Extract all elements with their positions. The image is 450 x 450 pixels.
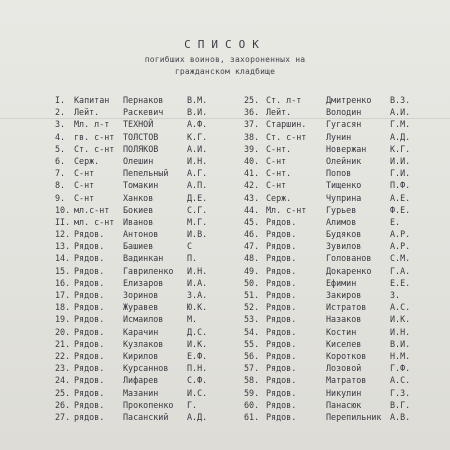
entry-surname: Попов bbox=[326, 168, 352, 179]
entry-rank: Ст. с-нт bbox=[266, 131, 307, 142]
entry-number: 19. bbox=[55, 314, 71, 325]
entry-surname: Антонов bbox=[123, 229, 159, 240]
entry-number: 13. bbox=[55, 241, 71, 252]
entry-surname: Матратов bbox=[326, 375, 367, 386]
entry-number: 25. bbox=[244, 95, 260, 105]
entry-rank: Рядов. bbox=[266, 229, 297, 240]
entry-initials: Н.М. bbox=[390, 350, 411, 361]
entry-surname: Иванов bbox=[123, 216, 154, 227]
entry-initials: С.Ф. bbox=[187, 375, 208, 386]
entry-rank: Мл. с-нт bbox=[266, 204, 307, 215]
entry-rank: Рядов. bbox=[266, 314, 297, 325]
entry-rank: Рядов. bbox=[266, 253, 297, 264]
document-subtitle-line-2: гражданском кладбище bbox=[174, 67, 276, 76]
list-item bbox=[47, 192, 247, 204]
list-item bbox=[244, 192, 450, 204]
entry-initials: И.С. bbox=[187, 387, 208, 398]
entry-initials: И.Н. bbox=[187, 265, 208, 276]
entry-surname: Бокиев bbox=[123, 204, 154, 215]
list-item bbox=[47, 94, 247, 106]
list-item bbox=[244, 277, 450, 289]
entry-number: 54. bbox=[244, 326, 260, 337]
entry-initials: А.Д. bbox=[187, 411, 208, 422]
entry-surname: Ханков bbox=[123, 192, 154, 203]
entry-number: 60. bbox=[244, 399, 260, 410]
entry-rank: Ст. с-нт bbox=[74, 143, 115, 154]
entry-rank: Рядов. bbox=[266, 241, 297, 252]
entry-rank: Рядов. bbox=[74, 375, 105, 386]
entry-initials: И.Н. bbox=[187, 155, 208, 166]
entry-number: 18. bbox=[55, 302, 71, 313]
entry-number: 52. bbox=[244, 302, 260, 313]
list-item bbox=[244, 155, 450, 167]
entry-rank: Рядов. bbox=[74, 338, 105, 349]
entry-surname: Олешин bbox=[123, 155, 154, 166]
entry-surname: Журавев bbox=[123, 302, 159, 313]
entry-number: 23. bbox=[55, 363, 71, 374]
entry-number: 2. bbox=[55, 107, 66, 118]
entry-rank: гв. с-нт bbox=[74, 131, 115, 142]
entry-surname: Гурьев bbox=[326, 204, 357, 215]
entry-rank: Рядов. bbox=[74, 363, 105, 374]
list-item bbox=[244, 399, 450, 411]
entry-rank: Рядов. bbox=[266, 216, 297, 227]
list-item bbox=[244, 362, 450, 374]
entry-number: 37. bbox=[244, 119, 260, 130]
entry-initials: В.И. bbox=[390, 338, 411, 349]
entry-number: 45. bbox=[244, 216, 260, 227]
list-item bbox=[244, 350, 450, 362]
entry-number: 27. bbox=[55, 411, 71, 422]
list-item bbox=[47, 167, 247, 179]
entry-initials: И.В. bbox=[187, 229, 208, 240]
list-item bbox=[244, 240, 450, 252]
entry-surname: Томакин bbox=[123, 180, 159, 191]
entry-rank: С-нт bbox=[266, 180, 287, 191]
entry-initials: А.С. bbox=[390, 375, 411, 386]
entry-rank: С-нт bbox=[74, 192, 95, 203]
list-item bbox=[47, 338, 247, 350]
entry-rank: Рядов. bbox=[266, 375, 297, 386]
list-item bbox=[47, 143, 247, 155]
entry-surname: Ефимин bbox=[326, 277, 357, 288]
entry-rank: Рядов. bbox=[74, 229, 105, 240]
list-item bbox=[47, 399, 247, 411]
list-item bbox=[244, 143, 450, 155]
entry-rank: С-нт bbox=[74, 168, 95, 179]
entry-number: 10. bbox=[55, 204, 71, 215]
entry-surname: Перепильник bbox=[326, 411, 382, 422]
entry-surname: Киселев bbox=[326, 338, 362, 349]
list-item bbox=[47, 240, 247, 252]
entry-initials: А.Ф. bbox=[187, 119, 208, 130]
entry-surname: Чуприна bbox=[326, 192, 362, 203]
entry-surname: Истратов bbox=[326, 302, 367, 313]
entry-number: 42. bbox=[244, 180, 260, 191]
entry-initials: Е. bbox=[390, 216, 401, 227]
entry-rank: Рядов. bbox=[74, 253, 105, 264]
entry-rank: Рядов. bbox=[266, 265, 297, 276]
entry-rank: Рядов. bbox=[74, 326, 105, 337]
entry-initials: З.А. bbox=[187, 290, 208, 300]
entry-number: 8. bbox=[55, 180, 66, 191]
entry-rank: Лейт. bbox=[266, 107, 292, 118]
entry-initials: Ф.Е. bbox=[390, 204, 411, 215]
entry-rank: Рядов. bbox=[266, 326, 297, 337]
list-item bbox=[244, 216, 450, 228]
entry-rank: Капитан bbox=[74, 95, 110, 105]
entry-rank: С-нт. bbox=[266, 143, 292, 154]
entry-initials: В.И. bbox=[187, 107, 208, 118]
entry-initials: Г.Ф. bbox=[390, 363, 411, 374]
entry-surname: ПОЛЯКОВ bbox=[123, 143, 159, 154]
entry-initials: Г.А. bbox=[390, 265, 411, 276]
entry-number: 5. bbox=[55, 143, 66, 154]
entry-surname: Тищенко bbox=[326, 180, 362, 191]
entry-number: 40. bbox=[244, 155, 260, 166]
entry-rank: Рядов. bbox=[74, 290, 105, 300]
list-item bbox=[244, 252, 450, 264]
entry-number: 48. bbox=[244, 253, 260, 264]
entry-initials: С bbox=[187, 241, 193, 252]
entry-rank: С-нт bbox=[74, 180, 95, 191]
entry-number: 44. bbox=[244, 204, 260, 215]
list-item bbox=[47, 228, 247, 240]
entry-number: 20. bbox=[55, 326, 71, 337]
entry-rank: Рядов. bbox=[74, 350, 105, 361]
entry-rank: Рядов. bbox=[74, 302, 105, 313]
entry-surname: Панасюк bbox=[326, 399, 362, 410]
list-item bbox=[47, 131, 247, 143]
entry-surname: Исмаилов bbox=[123, 314, 164, 325]
entry-number: 12. bbox=[55, 229, 71, 240]
entry-rank: Мл. л-т bbox=[74, 119, 110, 130]
entry-rank: мл. с-нт bbox=[74, 216, 115, 227]
list-item bbox=[47, 118, 247, 130]
entry-surname: Лунин bbox=[326, 131, 352, 142]
entry-rank: Рядов. bbox=[266, 338, 297, 349]
list-item bbox=[47, 106, 247, 118]
list-item bbox=[47, 350, 247, 362]
list-item bbox=[244, 228, 450, 240]
entry-initials: А.Г. bbox=[187, 168, 208, 179]
entry-initials: А.Е. bbox=[390, 192, 411, 203]
entry-initials: Д.С. bbox=[187, 326, 208, 337]
list-item bbox=[47, 289, 247, 301]
entry-surname: Пернаков bbox=[123, 95, 164, 105]
entry-surname: Кузлаков bbox=[123, 338, 164, 349]
entry-surname: Коротков bbox=[326, 350, 367, 361]
entry-initials: Е.Е. bbox=[390, 277, 411, 288]
entry-number: 36. bbox=[244, 107, 260, 118]
list-item bbox=[47, 313, 247, 325]
entry-surname: Пасанский bbox=[123, 411, 169, 422]
entry-initials: А.И. bbox=[390, 107, 411, 118]
entry-initials: А.Р. bbox=[390, 229, 411, 240]
list-item bbox=[244, 411, 450, 423]
entry-number: 51. bbox=[244, 290, 260, 300]
entry-number: 7. bbox=[55, 168, 66, 179]
list-item bbox=[47, 216, 247, 228]
list-item bbox=[244, 94, 450, 106]
entry-rank: Лейт. bbox=[74, 107, 100, 118]
entry-number: 57. bbox=[244, 363, 260, 374]
entry-surname: Елизаров bbox=[123, 277, 164, 288]
entry-surname: Прокопенко bbox=[123, 399, 174, 410]
entry-number: 61. bbox=[244, 411, 260, 422]
entry-initials: А.Д. bbox=[390, 131, 411, 142]
entry-number: 3. bbox=[55, 119, 66, 130]
list-item bbox=[244, 387, 450, 399]
list-item bbox=[244, 118, 450, 130]
entry-number: 24. bbox=[55, 375, 71, 386]
entry-rank: Рядов. bbox=[266, 350, 297, 361]
entry-number: 53. bbox=[244, 314, 260, 325]
entry-rank: Рядов. bbox=[266, 290, 297, 300]
entry-surname: Карачин bbox=[123, 326, 159, 337]
entry-initials: К.Г. bbox=[187, 131, 208, 142]
entry-number: 25. bbox=[55, 387, 71, 398]
list-item bbox=[244, 131, 450, 143]
entry-rank: Старшин. bbox=[266, 119, 307, 130]
entry-initials: Г.М. bbox=[390, 119, 411, 130]
list-item bbox=[47, 265, 247, 277]
entry-initials: А.П. bbox=[187, 180, 208, 191]
entry-surname: Вадинкан bbox=[123, 253, 164, 264]
list-item bbox=[47, 179, 247, 191]
entry-surname: Лифарев bbox=[123, 375, 159, 386]
entry-initials: К.Г. bbox=[390, 143, 411, 154]
entry-initials: А.Р. bbox=[390, 241, 411, 252]
entry-rank: Рядов. bbox=[74, 399, 105, 410]
entry-number: 47. bbox=[244, 241, 260, 252]
entry-surname: Голованов bbox=[326, 253, 372, 264]
entry-initials: В.Г. bbox=[390, 399, 411, 410]
entry-surname: Докаренко bbox=[326, 265, 372, 276]
document-subtitle-line-1: погибших воинов, захороненных на bbox=[144, 55, 306, 64]
entry-initials: И.А. bbox=[187, 277, 208, 288]
entry-surname: ТОЛСТОВ bbox=[123, 131, 159, 142]
entry-surname: Закиров bbox=[326, 290, 362, 300]
list-item bbox=[47, 362, 247, 374]
entry-number: 55. bbox=[244, 338, 260, 349]
entry-initials: И.К. bbox=[187, 338, 208, 349]
list-item bbox=[47, 411, 247, 423]
entry-rank: Рядов. bbox=[266, 363, 297, 374]
list-item bbox=[244, 179, 450, 191]
entry-initials: А.С. bbox=[390, 302, 411, 313]
entry-rank: Рядов. bbox=[266, 399, 297, 410]
entry-number: 4. bbox=[55, 131, 66, 142]
list-item bbox=[244, 326, 450, 338]
entry-surname: Пепельный bbox=[123, 168, 169, 179]
entry-initials: З. bbox=[390, 290, 401, 300]
entry-initials: М. bbox=[187, 314, 198, 325]
entry-initials: Е.Ф. bbox=[187, 350, 208, 361]
entry-surname: Новержан bbox=[326, 143, 367, 154]
entry-surname: Будяков bbox=[326, 229, 362, 240]
entry-surname: Володин bbox=[326, 107, 362, 118]
list-item bbox=[47, 387, 247, 399]
entry-surname: Олейник bbox=[326, 155, 362, 166]
entry-initials: И.Н. bbox=[390, 326, 411, 337]
entry-rank: Рядов. bbox=[74, 241, 105, 252]
entry-rank: Серж. bbox=[74, 155, 100, 166]
entry-number: 59. bbox=[244, 387, 260, 398]
entry-initials: А.И. bbox=[187, 143, 208, 154]
entry-rank: Рядов. bbox=[266, 302, 297, 313]
list-item bbox=[47, 155, 247, 167]
left-name-column bbox=[47, 94, 247, 423]
entry-surname: ТЕХНОЙ bbox=[123, 119, 154, 130]
entry-number: 56. bbox=[244, 350, 260, 361]
entry-surname: Алимов bbox=[326, 216, 357, 227]
entry-surname: Кирилов bbox=[123, 350, 159, 361]
entry-initials: Г.З. bbox=[390, 387, 411, 398]
entry-number: 26. bbox=[55, 399, 71, 410]
entry-surname: Никулин bbox=[326, 387, 362, 398]
entry-surname: Раскевич bbox=[123, 107, 164, 118]
entry-rank: Серж. bbox=[266, 192, 292, 203]
entry-number: 49. bbox=[244, 265, 260, 276]
entry-initials: П.Н. bbox=[187, 363, 208, 374]
entry-initials: С.М. bbox=[390, 253, 411, 264]
list-item bbox=[47, 204, 247, 216]
list-item bbox=[244, 265, 450, 277]
entry-rank: Рядов. bbox=[74, 277, 105, 288]
entry-initials: И.И. bbox=[390, 155, 411, 166]
entry-surname: Мазанин bbox=[123, 387, 159, 398]
entry-initials: Ю.К. bbox=[187, 302, 208, 313]
entry-initials: С.Г. bbox=[187, 204, 208, 215]
entry-rank: Рядов. bbox=[74, 387, 105, 398]
entry-number: II. bbox=[55, 216, 71, 227]
list-item bbox=[47, 326, 247, 338]
list-item bbox=[244, 204, 450, 216]
entry-number: 39. bbox=[244, 143, 260, 154]
document-title: СПИСОК bbox=[184, 38, 266, 51]
entry-rank: Рядов. bbox=[266, 411, 297, 422]
list-item bbox=[244, 374, 450, 386]
entry-number: 6. bbox=[55, 155, 66, 166]
entry-number: 15. bbox=[55, 265, 71, 276]
entry-rank: Ст. л-т bbox=[266, 95, 302, 105]
entry-initials: Д.Е. bbox=[187, 192, 208, 203]
list-item bbox=[47, 301, 247, 313]
entry-surname: Костин bbox=[326, 326, 357, 337]
entry-rank: С-нт bbox=[266, 155, 287, 166]
entry-surname: Зувилов bbox=[326, 241, 362, 252]
entry-surname: Гавриленко bbox=[123, 265, 174, 276]
entry-number: 16. bbox=[55, 277, 71, 288]
list-item bbox=[244, 338, 450, 350]
entry-initials: В.З. bbox=[390, 95, 411, 105]
entry-initials: В.М. bbox=[187, 95, 208, 105]
entry-number: 22. bbox=[55, 350, 71, 361]
entry-rank: С-нт. bbox=[266, 168, 292, 179]
entry-initials: И.К. bbox=[390, 314, 411, 325]
entry-surname: Гугасян bbox=[326, 119, 362, 130]
entry-number: I. bbox=[55, 95, 66, 105]
entry-number: 21. bbox=[55, 338, 71, 349]
entry-number: 9. bbox=[55, 192, 66, 203]
entry-rank: Рядов. bbox=[74, 265, 105, 276]
entry-number: 58. bbox=[244, 375, 260, 386]
list-item bbox=[244, 167, 450, 179]
entry-initials: М.Г. bbox=[187, 216, 208, 227]
entry-surname: Лозовой bbox=[326, 363, 362, 374]
entry-rank: Рядов. bbox=[266, 387, 297, 398]
list-item bbox=[47, 374, 247, 386]
entry-surname: Башиев bbox=[123, 241, 154, 252]
entry-initials: П. bbox=[187, 253, 198, 264]
entry-number: 50. bbox=[244, 277, 260, 288]
entry-initials: Г. bbox=[187, 399, 198, 410]
entry-rank: рядов. bbox=[74, 411, 105, 422]
list-item bbox=[244, 106, 450, 118]
list-item bbox=[244, 313, 450, 325]
entry-initials: А.В. bbox=[390, 411, 411, 422]
entry-number: 38. bbox=[244, 131, 260, 142]
entry-number: 17. bbox=[55, 290, 71, 300]
entry-initials: Г.И. bbox=[390, 168, 411, 179]
entry-number: 46. bbox=[244, 229, 260, 240]
list-item bbox=[244, 289, 450, 301]
entry-surname: Назаков bbox=[326, 314, 362, 325]
entry-initials: П.Ф. bbox=[390, 180, 411, 191]
entry-rank: мл.с-нт bbox=[74, 204, 110, 215]
entry-rank: Рядов. bbox=[266, 277, 297, 288]
entry-surname: Дмитренко bbox=[326, 95, 372, 105]
list-item bbox=[47, 277, 247, 289]
entry-number: 14. bbox=[55, 253, 71, 264]
entry-rank: Рядов. bbox=[74, 314, 105, 325]
entry-surname: Курсаннов bbox=[123, 363, 169, 374]
entry-number: 41. bbox=[244, 168, 260, 179]
list-item bbox=[47, 252, 247, 264]
list-item bbox=[244, 301, 450, 313]
entry-number: 43. bbox=[244, 192, 260, 203]
entry-surname: Зоринов bbox=[123, 290, 159, 300]
right-name-column bbox=[244, 94, 450, 423]
